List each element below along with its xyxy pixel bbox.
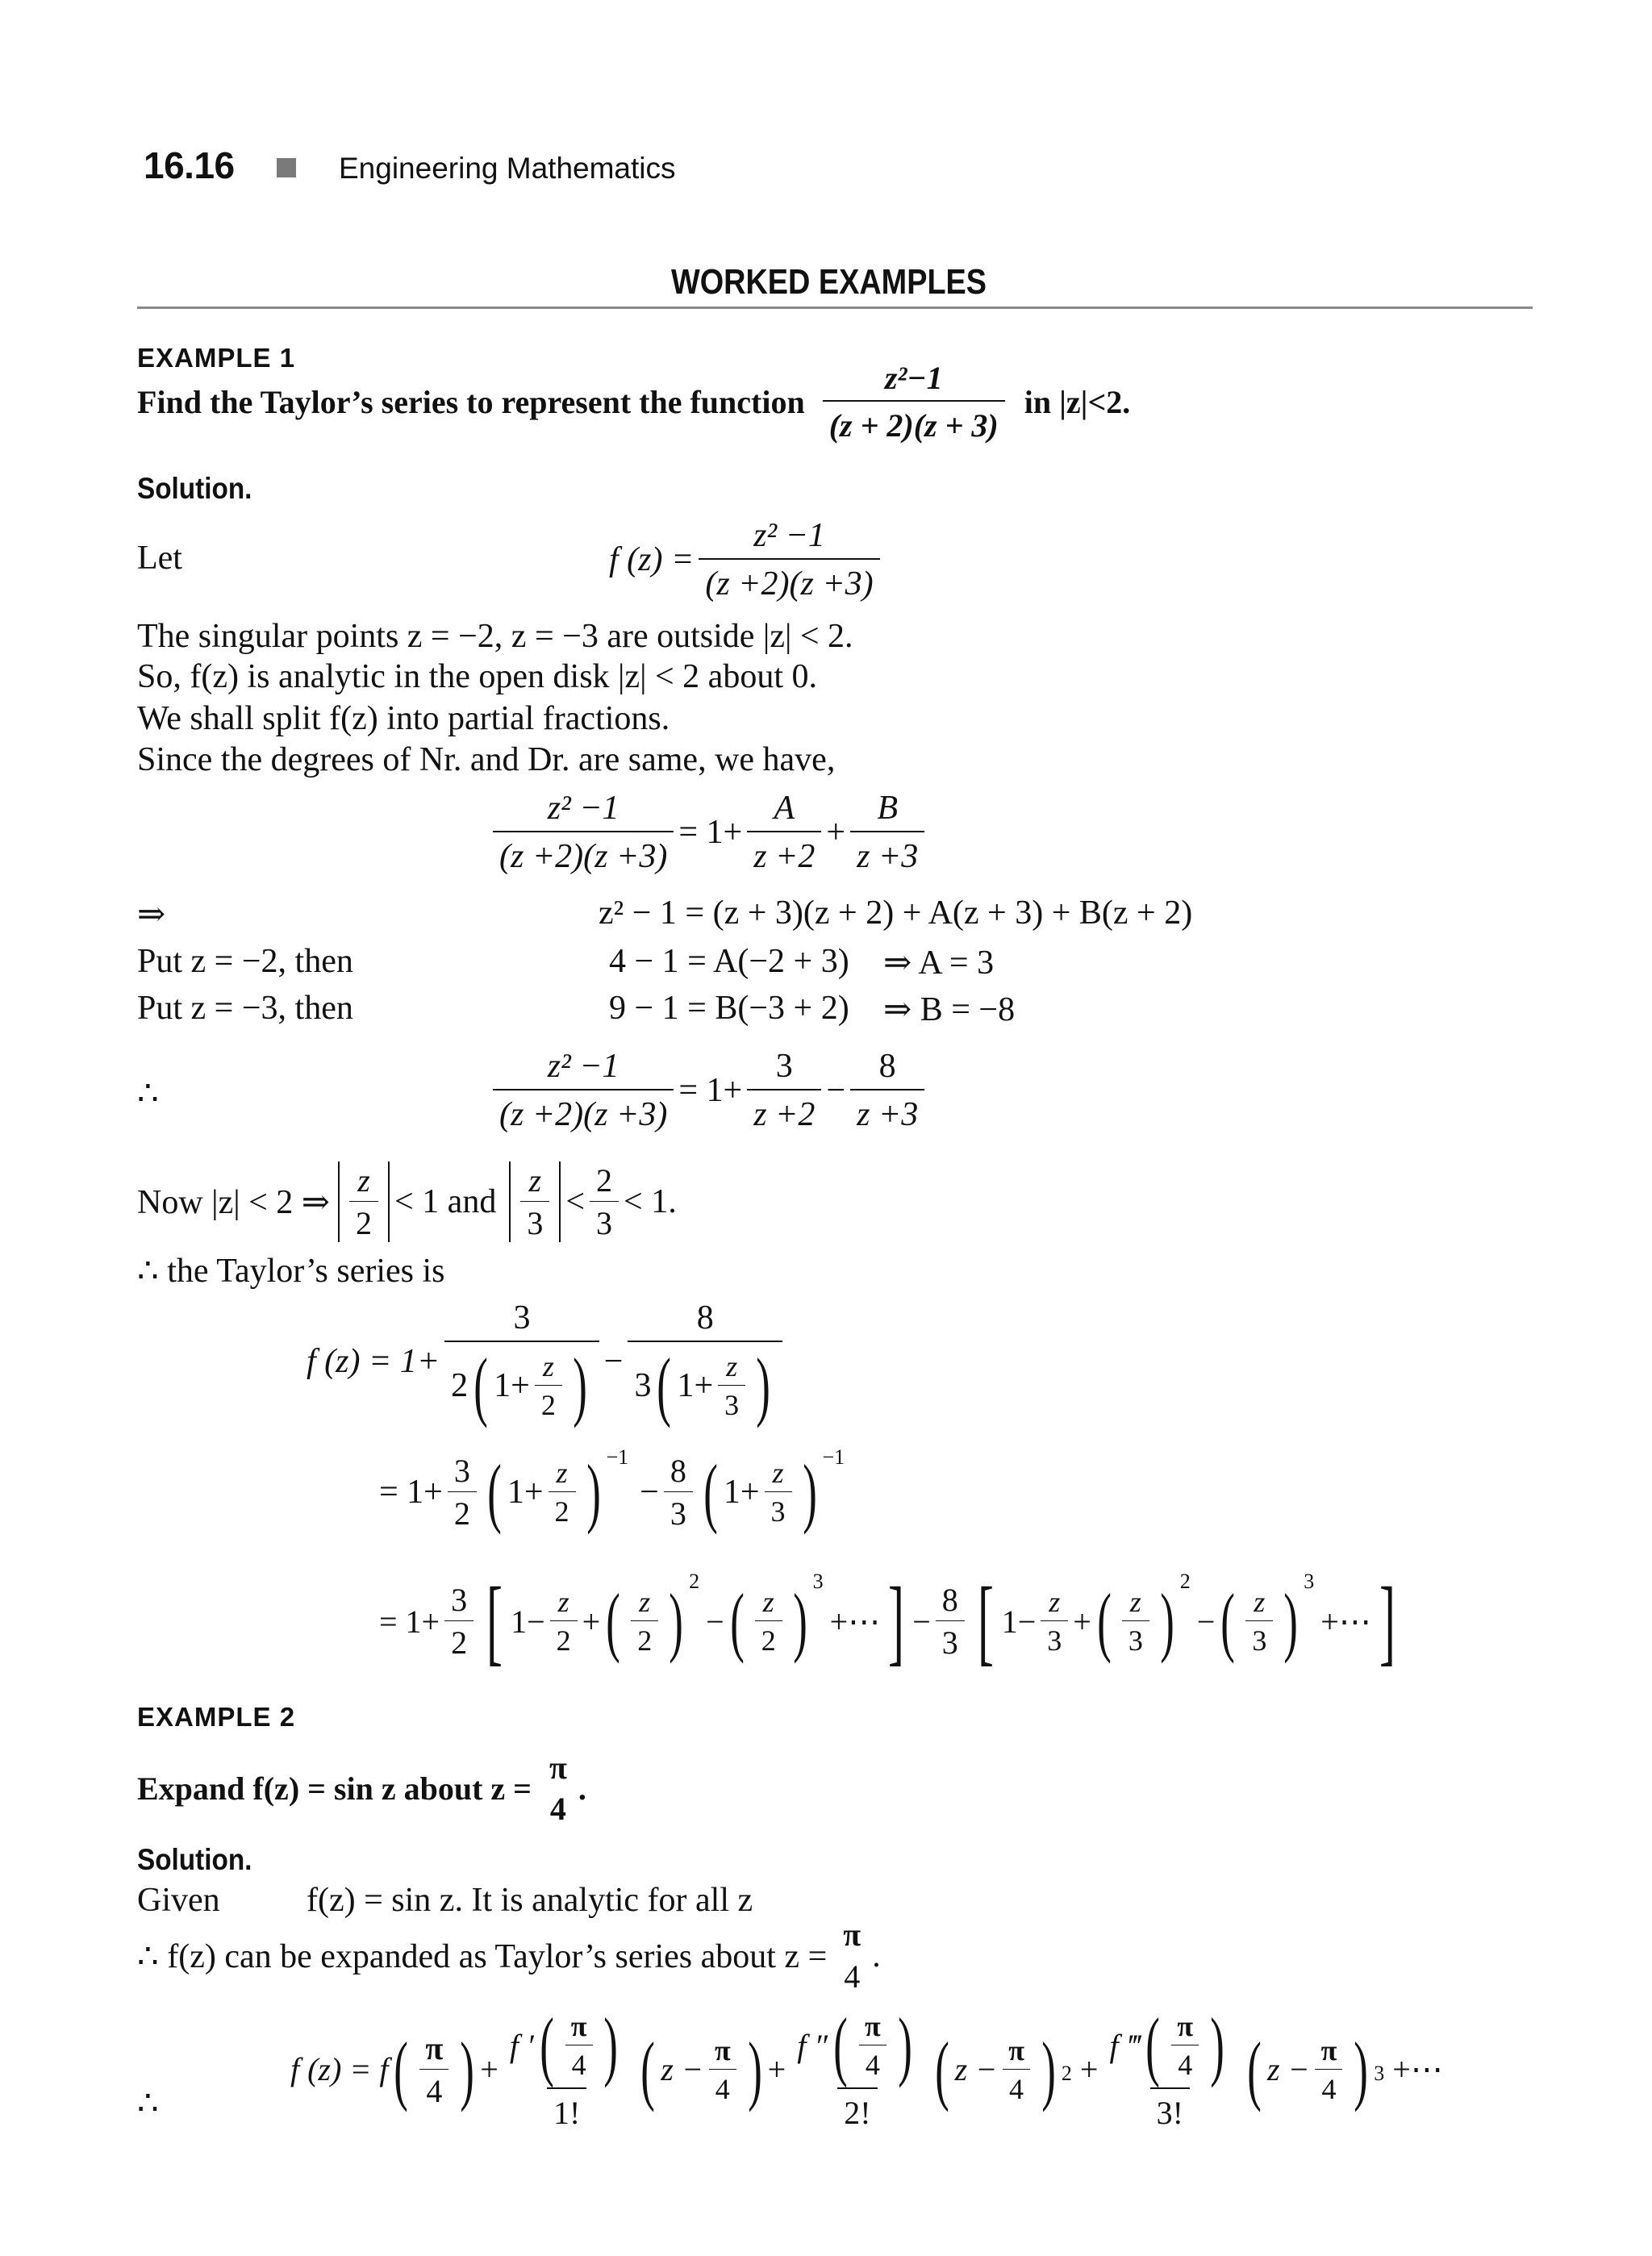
s3-e-three: 3 xyxy=(1122,1620,1149,1658)
s3-c-z: z xyxy=(762,1586,774,1618)
two-num: 2 xyxy=(596,1162,613,1199)
now-prefix: Now |z| < 2 ⇒ xyxy=(137,1184,330,1221)
f-def-fraction xyxy=(699,516,879,603)
s3-e-z: z xyxy=(1129,1586,1141,1618)
abs-z-over-2 xyxy=(338,1161,390,1242)
s3-sq-1: 2 xyxy=(689,1570,700,1593)
s2-z2: z xyxy=(772,1457,784,1489)
now-cond1: < 1 and xyxy=(394,1183,497,1220)
s3-c2-den: 3 xyxy=(936,1620,965,1662)
s1-t1-z: z xyxy=(542,1350,554,1382)
s3-eq: = 1+ xyxy=(379,1603,440,1640)
section-title: WORKED EXAMPLES xyxy=(671,262,987,302)
now-condition: Now |z| < 2 ⇒ $\frac{z}{2}$ < 1 and $\frac{z}{3}$ < $\frac{2}{3}$ < 1. xyxy=(137,1162,677,1241)
f-definition xyxy=(609,516,885,603)
f-def-num: z² −1 xyxy=(753,517,825,554)
tx-t3-pi: π xyxy=(1177,2010,1194,2042)
tx-pi-0: π xyxy=(425,2029,444,2066)
pf-result-eq xyxy=(488,1047,929,1134)
implies-symbol: ⇒ xyxy=(137,896,166,933)
s1-t1-num: 3 xyxy=(513,1299,531,1337)
put2-label: Put z = −3, then xyxy=(137,990,353,1027)
pf-lhs xyxy=(493,789,674,876)
pf-lhs-den: (z +2)(z +3) xyxy=(493,831,674,876)
s3-dots-1: +⋯ xyxy=(829,1603,881,1640)
pf-a xyxy=(747,789,821,876)
s3-a-z: z xyxy=(557,1586,569,1618)
tx-plus-2: + xyxy=(767,2051,786,2087)
book-title: Engineering Mathematics xyxy=(339,152,676,185)
given-label: Given xyxy=(137,1882,220,1919)
s1-t2-den: 3 ( 1+ $\frac{z}{3}$ ) xyxy=(628,1341,782,1424)
tx-term2 xyxy=(791,2002,924,2132)
series-line-1 xyxy=(307,1299,787,1428)
solution1-label: Solution. xyxy=(137,472,252,505)
pfr-one-plus: = 1+ xyxy=(678,1072,743,1109)
expand-pi: π xyxy=(843,1916,861,1953)
s3-minus-1: − xyxy=(706,1603,724,1640)
s3-lbracket-1: [ xyxy=(486,1567,503,1674)
expand-four: 4 xyxy=(844,1958,861,1995)
now-cond2: < 1. xyxy=(624,1183,677,1220)
s1-lhs: f (z) = 1+ xyxy=(307,1343,440,1380)
series-line-3: = 1+ $\frac{3}{2}$ [ 1− $\frac{z}{2}$ + ( z 2 ) $^2$ − ( z 2 ) $^3$ +⋯ ] − $\frac{8}{3}$ [ 1− $\frac{z}{3}$ + ( z 3 ) $^2$ − ( z 3 ) $^3$ +⋯ ] xyxy=(379,1567,1395,1674)
put1-eq: 4 − 1 = A(−2 + 3) xyxy=(609,943,849,980)
s3-sq-2: 2 xyxy=(1179,1570,1191,1593)
three-den-2: 3 xyxy=(590,1201,619,1242)
expand-text xyxy=(137,1916,881,1995)
tx-t2-num: f ″ ( π 4 ) xyxy=(797,2002,912,2088)
s3-d-z: z xyxy=(1049,1586,1061,1618)
s3-minus-mid: − xyxy=(912,1603,931,1640)
tx-sq: 2 xyxy=(1061,2062,1072,2085)
ex2-pi: π xyxy=(549,1749,567,1786)
s3-plus-1: + xyxy=(582,1603,601,1640)
taylor-expansion: f (z) = f ( π 4 ) + f ′ ( π 4 ) 1! ( z − $\frac{\pi}{4}$ ) + f ″ ( π 4 ) 2! ( z − $\frac{\pi}{4}$ ) 2 + f ‴ ( π 4 ) 3! ( z − $\frac{\pi}{4}$ ) 3 +⋯ xyxy=(290,2002,1443,2131)
pfr-lhs-num: z² −1 xyxy=(547,1048,620,1085)
ex2-pi-over-4 xyxy=(543,1749,574,1828)
s2-three: 3 xyxy=(765,1491,792,1528)
tx-cube: 3 xyxy=(1374,2062,1385,2085)
s3-d-three: 3 xyxy=(1041,1620,1068,1658)
pf-b xyxy=(850,789,924,876)
pfr-b-num: 8 xyxy=(878,1048,896,1085)
s1-t1-coef: 2 xyxy=(451,1367,469,1404)
pfr-a-den: z +2 xyxy=(747,1089,821,1134)
text-line-4: Since the degrees of Nr. and Dr. are same, we have, xyxy=(137,741,836,778)
partial-fraction-eq xyxy=(488,789,929,876)
s2-one-plus-2: 1+ xyxy=(723,1474,760,1511)
s1-t1-two: 2 xyxy=(535,1385,562,1422)
taylor-intro: ∴ the Taylor’s series is xyxy=(137,1253,445,1290)
z-over-2 xyxy=(349,1161,378,1242)
s1-t2-z: z xyxy=(726,1350,738,1382)
problem-fraction xyxy=(823,359,1005,444)
text-line-2: So, f(z) is analytic in the open disk |z| < 2 about 0. xyxy=(137,658,817,695)
put1-result: ⇒ A = 3 xyxy=(883,945,995,982)
s2-c2-den: 3 xyxy=(664,1491,693,1532)
z-num: z xyxy=(357,1162,370,1199)
tx-lhs: f (z) = f xyxy=(290,2051,389,2087)
tx-t2-four: 4 xyxy=(859,2045,886,2082)
tx-t1-pi: π xyxy=(570,2010,587,2042)
pfr-a-num: 3 xyxy=(775,1048,793,1085)
s1-t1-one-plus: 1+ xyxy=(494,1367,530,1404)
s1-minus: − xyxy=(603,1343,624,1380)
tx-zm2-pi: π xyxy=(1008,2033,1024,2066)
tx-t3-four: 4 xyxy=(1171,2045,1199,2082)
tx-fp1: f ′ xyxy=(509,2027,534,2064)
s3-cube-1: 3 xyxy=(812,1570,824,1593)
tx-fp2: f ″ xyxy=(797,2027,828,2064)
tx-fact1: 1! xyxy=(547,2087,586,2132)
z-over-3 xyxy=(520,1161,549,1242)
s1-t2-coef: 3 xyxy=(634,1367,652,1404)
pfr-lhs xyxy=(493,1047,674,1134)
ex2-four: 4 xyxy=(549,1791,566,1827)
s1-t2-three: 3 xyxy=(718,1385,745,1422)
tx-zm1: z − xyxy=(661,2051,703,2087)
problem-text: Find the Taylor’s series to represent the function xyxy=(137,383,805,420)
tx-t3-num: f ‴ ( π 4 ) xyxy=(1109,2002,1224,2088)
s2-z1: z xyxy=(556,1457,568,1489)
pfr-lhs-den: (z +2)(z +3) xyxy=(493,1089,674,1134)
s3-b-two: 2 xyxy=(631,1620,658,1658)
pf-eq-one-plus: = 1+ xyxy=(678,814,743,851)
s1-term1 xyxy=(444,1299,599,1428)
tx-zm3: z − xyxy=(1267,2051,1310,2087)
s2-c1-num: 3 xyxy=(453,1453,470,1489)
s3-a-two: 2 xyxy=(550,1620,578,1658)
tx-plus-3: + xyxy=(1079,2051,1099,2087)
pf-lhs-num: z² −1 xyxy=(547,790,620,827)
ex2-period: . xyxy=(578,1770,586,1807)
s3-c-two: 2 xyxy=(755,1620,782,1658)
pfr-b-den: z +3 xyxy=(850,1089,924,1134)
put2-result: ⇒ B = −8 xyxy=(883,991,1016,1028)
problem-denominator: (z + 2)(z + 3) xyxy=(823,400,1005,444)
tx-zm3-pi: π xyxy=(1320,2033,1337,2066)
identity-text: z² − 1 = (z + 3)(z + 2) + A(z + 3) + B(z + 2) xyxy=(599,894,1193,932)
page-number: 16.16 xyxy=(144,144,235,186)
pfr-b xyxy=(850,1047,924,1134)
s3-rbracket-1: ] xyxy=(888,1567,905,1674)
tx-dots: +⋯ xyxy=(1392,2051,1443,2087)
section-rule xyxy=(137,306,1533,309)
tx-zm3-four: 4 xyxy=(1315,2069,1342,2106)
s1-t2-num: 8 xyxy=(696,1299,714,1337)
two-over-three xyxy=(590,1161,619,1242)
tx-fp3: f ‴ xyxy=(1109,2027,1141,2064)
s3-cube-2: 3 xyxy=(1304,1570,1315,1593)
s3-c1-num: 3 xyxy=(451,1582,468,1618)
f-def-lhs: f (z) = xyxy=(609,541,695,578)
series-line-2: = 1+ $\frac{3}{2}$ ( 1+ $\frac{z}{2}$ ) $^{-1}$ − $\frac{8}{3}$ ( 1+ $\frac{z}{3}$ ) $^{-1}$ xyxy=(379,1445,845,1535)
s2-minus: − xyxy=(640,1474,659,1511)
solution2-label: Solution. xyxy=(137,1843,252,1876)
put1-label: Put z = −2, then xyxy=(137,943,353,980)
expand-period: . xyxy=(872,1937,881,1975)
pf-a-num: A xyxy=(774,790,795,827)
example1-label: EXAMPLE 1 xyxy=(137,343,296,373)
tx-four-0: 4 xyxy=(419,2069,448,2110)
pfr-minus: − xyxy=(826,1072,846,1109)
s3-lbracket-2: [ xyxy=(977,1567,994,1674)
s1-t2-one-plus: 1+ xyxy=(677,1367,714,1404)
tx-fact2: 2! xyxy=(837,2087,877,2132)
tx-fact3: 3! xyxy=(1150,2087,1190,2132)
s2-two: 2 xyxy=(549,1491,576,1528)
f-def-den: (z +2)(z +3) xyxy=(699,558,879,603)
s3-c2-num: 8 xyxy=(941,1582,958,1618)
expand-text-content: ∴ f(z) can be expanded as Taylor’s series about z = xyxy=(137,1937,828,1975)
text-line-1: The singular points z = −2, z = −3 are outside |z| < 2. xyxy=(137,618,853,655)
s3-rbracket-2: ] xyxy=(1379,1567,1395,1674)
s3-one-minus-2: 1− xyxy=(1001,1603,1037,1640)
therefore-symbol: ∴ xyxy=(137,1075,159,1112)
abs-z-over-3 xyxy=(509,1161,561,1242)
tx-plus-1: + xyxy=(480,2051,499,2087)
therefore-2: ∴ xyxy=(137,2085,159,2122)
s3-c1-den: 2 xyxy=(444,1620,473,1662)
tx-term1 xyxy=(503,2002,631,2132)
expand-pi-over-4 xyxy=(836,1916,867,1995)
put2-eq: 9 − 1 = B(−3 + 2) xyxy=(609,990,849,1027)
problem-suffix: in |z|<2. xyxy=(1024,383,1131,420)
s2-eq: = 1+ xyxy=(379,1474,443,1511)
s1-t1-den: 2 ( 1+ $\frac{z}{2}$ ) xyxy=(444,1341,599,1424)
s3-f-z: z xyxy=(1254,1586,1266,1618)
two-den: 2 xyxy=(349,1201,378,1242)
identity-eq xyxy=(599,894,1192,932)
s3-plus-2: + xyxy=(1073,1603,1091,1640)
tx-t1-four: 4 xyxy=(565,2045,593,2082)
example2-problem xyxy=(137,1749,586,1828)
s2-c2-num: 8 xyxy=(670,1453,686,1489)
tx-t1-num: f ′ ( π 4 ) xyxy=(509,2002,619,2088)
problem-numerator: z²−1 xyxy=(884,360,943,396)
pfr-a xyxy=(747,1047,821,1134)
ex2-problem-text: Expand f(z) = sin z about z = xyxy=(137,1770,532,1807)
pf-plus: + xyxy=(826,814,846,851)
three-den: 3 xyxy=(520,1201,549,1242)
s2-exp2: −1 xyxy=(822,1445,845,1469)
s3-dots-2: +⋯ xyxy=(1320,1603,1371,1640)
tx-zm1-four: 4 xyxy=(709,2069,736,2106)
tx-zm2: z − xyxy=(954,2051,998,2087)
s2-exp1: −1 xyxy=(606,1445,629,1469)
s3-f-three: 3 xyxy=(1245,1620,1273,1658)
tx-t2-pi: π xyxy=(864,2010,881,2042)
header-square-icon xyxy=(277,158,296,177)
tx-zm1-pi: π xyxy=(714,2033,731,2066)
given-text: f(z) = sin z. It is analytic for all z xyxy=(307,1882,753,1919)
pf-b-den: z +3 xyxy=(850,831,924,876)
let-label: Let xyxy=(137,540,182,577)
example2-label: EXAMPLE 2 xyxy=(137,1702,296,1732)
tx-term3 xyxy=(1103,2002,1237,2132)
s3-minus-2: − xyxy=(1196,1603,1216,1640)
text-line-3: We shall split f(z) into partial fractions. xyxy=(137,700,670,737)
s2-c1-den: 2 xyxy=(448,1491,477,1532)
example1-problem xyxy=(137,359,1130,444)
pf-a-den: z +2 xyxy=(747,831,821,876)
s2-one-plus-1: 1+ xyxy=(507,1474,544,1511)
s3-b-z: z xyxy=(639,1586,651,1618)
s3-one-minus-1: 1− xyxy=(511,1603,545,1640)
z-num-2: z xyxy=(528,1162,542,1199)
s1-term2 xyxy=(628,1299,782,1428)
pf-b-num: B xyxy=(877,790,898,827)
tx-zm2-four: 4 xyxy=(1003,2069,1030,2106)
